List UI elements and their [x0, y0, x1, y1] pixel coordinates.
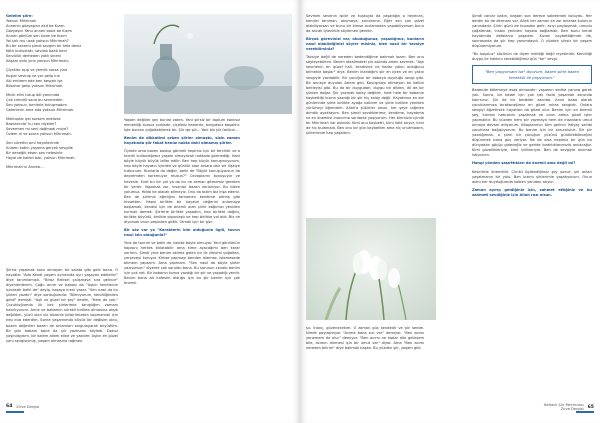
- poem-line: Anlamı katlın yaşama gerçek sevgiile: [6, 146, 73, 151]
- poem-line: Gelenlerin ama ada yoksun Mihrimah.: [6, 107, 75, 112]
- right-paragraph-2: "Bu koşuluz" sözünün de diyen edildiği değil niyetimdir. Kendiliği duygu ile hakkını verebildiğimiz gün "bir" sevgi.: [472, 52, 592, 62]
- poem-line: Bilsahar gelip yoksun Mihrimah.: [6, 83, 64, 88]
- answer-4: Kesinlikle önemlidir. Çünkü ilgilendiğimiz şey şudur; şiir onları yaşatmanın bir yolu. Ben kızımı şiirlerimle yaşatıyorum. Onun adını her duyduğumda kalbim yeniden atıyor.: [472, 169, 592, 184]
- poem-stanza: [6, 68, 118, 88]
- left-narrative-column: [6, 268, 118, 347]
- poem-line: Serzülük demeden yaklı sineni: [6, 54, 61, 59]
- poem-line: Kuşlar sevinip ve yar gelip ine: [6, 73, 60, 78]
- vase-still-life-photo: [124, 14, 292, 114]
- closing-statement: Zaman ayırıp geldiğiniz için, zahmet ettiğiniz ve bu zahmeti sevdiğiniz için Allah razı olsun.: [472, 187, 592, 197]
- right-intro-paragraph: Sevmek sevenin işidir ve kuşkuyla da yaşadığın o heyecan, kendisi tanıman, okumaya, sorularına. Eğer sen çok güzel olabiliyorsan ve bunu bir kimse zorlamadan yapabiliyorsan bunu da ancak içtenlikle söylemen gerekir.: [306, 14, 424, 34]
- poem-stanza: [6, 14, 118, 64]
- center-left-text: [124, 118, 240, 289]
- magazine-tag-left: Zirve Dergisi: [16, 404, 40, 409]
- poem-stanza: [6, 93, 118, 113]
- poem-line: Severmen mi seni doğmadı mılye?: [6, 126, 69, 131]
- poem-line: Akşam oldu yine yoksun Mihrimah;: [6, 59, 69, 64]
- right-paragraph-3: Bedende bölemeye esas olmasıdır; yaşamın sedhe yanına gerek yok. Sonra, bir bedel için çok çok fazla yaşamak zorunda kalırsınız. Şiir de bir bedeldir aslında. Anne baba olarak çocuklarımıza bırakacağımız en güzel miras sevgidir. Onlara sevgiyi öğretirsek hayatları da güzel olur. Benim için en önemli şey, kızımın hatırasını yaşatmak ve onun adına güzel işler yapmaktır. Bu yüzden hem şiir yazmaya hem de insanlara umut olmaya devam ediyorum. Kitaplarımın tüm gelirini ihtiyaç sahibi çocuklara bağışlıyorum. Bu benim için bir sorumluluk. Bir şiir yazdığımda, o şiirin bir çocuğun yüzünü güldürebileceğini düşünmek bana güç veriyor. Ne de olsa hepimiz bir gün bu dünyadan göçüp gideceğiz ve geride bıraktıklarımızla anılacağız. Kimi güzellikleriyle, kimi iyilikleriyle. Ben de sevgiyle anılmak istiyorum.: [472, 87, 592, 158]
- right-footer-rule: [576, 411, 594, 413]
- question-4: Hangi yönden şaşırttıkları da önemli ama değil mi?: [472, 161, 576, 166]
- poem-column: [6, 14, 118, 174]
- center-left-column: [124, 14, 240, 114]
- closing-center-paragraph: şu: İnanç, güvenecekim. O zaman güç sendedir ve şiir sende. Nimet paylaşmıyor "Acıma bana sızı ver" demiyor. "Ben acımı yenemem de olur" demiyor. "Ben acımı ne kadar dile getirsem bile, acımın dinmesi için bir umut var" diyor. Ama "Ben acımı nereden bilirim" diye bakmak başka. Bu yüzden şiir, yaşam gibi.: [306, 326, 424, 351]
- poem-line: Mektuplar gel sorsem edelizse: [6, 116, 61, 121]
- page-number-left: 64: [6, 404, 13, 409]
- snowdrop-flower-photo: [306, 218, 436, 320]
- answer-3: Tavsiye değil de nereden bedendiğime bakmak lazım. Ben onu söyleyebilirim. Benim idealimdeki şiir aslında zaten sevmek. "Aşk sevmenin en güzel hali, kendisine ne kadar yakın olduğunu bilmekle başlar" diye. Benim inandığım şiir en içten ve en yakın sevgiyle yazılabilir. Bir çocuğun bir babaya duyduğu sevgi gibi. Bir anneye duyulan özlem gibi. Kavuşmayı bilmeyen bir kalbin bekleyişi gibi. Bu da bir duygudan, duygu bir dilden, dil de bir şiirden doğar. Şiir yazmak kolay değildir, hele hele bir babanın kaybettiği kızına yazdığı bir şiir hiç kolay değil. Hayatımın en zor günlerinde şiirle birlikte ayağa kalktım ve şiirle birlikte yeniden yürümeyi öğrendim. Allah'a şükürler olsun, her şeye rağmen dimdik ayaktayım. Ben şimdi sevdiklerime, kendime, hayatıma ve en önemlisi inancıma sarılarak yaşıyorum. Her birimizin içinde bir Mihrimah var aslında. Kimi onu kaybetti, kimi hâlâ arıyor, kimi de hiç bulamadı. Ben onu bir gün kaybettim ama hiç unutmadım, şiirlerimde hep yaşattım.: [306, 55, 424, 136]
- pull-quote: "Ben yaşıyorsam ise" diyorum, bazen şiirle bazen tevekkül ile yaşıyorum.": [472, 65, 592, 83]
- poem-line: Özlem iri ve sonra yoksun Mihrimah.: [6, 131, 72, 136]
- poem-line: Bir deneğik etsen sen nefesinle: [6, 151, 63, 156]
- poem-line: Hayal de kaldın bak, yoksun Mihrimah.: [6, 156, 76, 161]
- answer-2: Yine de tavrım ve belki de, bende böyle olmuyor. Yani gönlümün kapısını herkes tıklatabilir ama kime açacağımı ben karar veririm. Şimdi yine benim aklıma gelen bir ilk zihnimi çoğaltan, çerçeveyi koruyor. Kimse yapmayı benden istemez, istemesede bilmem yaparım. Ama yapmam. "Sen nasıl da böyle şiirler yazıyorsun" diyerek çok soruldu bana. Bu sorunun cevabı benim için çok net. Bir babanın kızına yazdığı bir şiir ve yaşadığı yerdir. Benim bana ait kafesim olduğu için bu şiir benim için çok önemli.: [124, 241, 240, 286]
- question-2: Bir söz var ya "Karakterin kim olduğunla ilgili, tavrın nasıl izin olduğunla?": [124, 227, 240, 237]
- center-right-column: [306, 14, 424, 139]
- left-footer-rule: [6, 411, 24, 413]
- poem-line: Gelelim şiire:: [6, 14, 33, 18]
- poem-line: Çok cimdrik sana bu sevmedim: [6, 97, 63, 102]
- question-1: Benim de dikkatimi çeken şiirler olmuştu, sizin zaman hayatında şiir fakat henüz nokta dahi olmamış şiirler.: [124, 136, 240, 146]
- right-footer: [544, 403, 594, 411]
- poem-line: Annenin gözyaşları akıt be Kızım: [6, 24, 65, 29]
- poem-line: Annen gönlüm sen kızım be Kızım: [6, 34, 67, 39]
- narrative-paragraph: Şiirsiz yaşamak sosu olmayan bir salata gibi gelir bana. O hayatta: "Ada Kendi yaşam aynısında ayrı yaşayan edelerini" diye tanımlamıştı. "Biraz fiziksel çalışmaya sıra gelince" diyenlerdenim. Çoğu anne ve babası da "Aşkın kendisinin içindedir belki de" deyip, kasaya ineni yazar. "Sen nasıl da bu şiirleri yazdın" diye sorduğumda: "Bilmiyorum, kendiliğinden geldi" demişti. "Aşk ne güzel bir şey" dedim, "Hem de çok." Çocukluğumda ilk kez şiirlerimle tanıştığım zamanı hatırlıyorum. Anne ve babamın sürekli birlikte olmasına alışık değildim, yüzü olan bir düzenle birbirimizden kopmamak için hep dua ederdim. Sonra yaşamımda büyük bir değişim oldu, bazen değerleri bazen de anlamları sorgulayarak büyüdüm. Bir gün babam bana da şiir yazmamı söyledi. Dokuz yaşındaydım, bir kalem aldım eline ve yazdım; Aşkın en güzel yanı sevgisiymiş, yaşam olmasına rağmen.: [6, 268, 118, 343]
- poem-line: Bu bir serzeni şimdi sevgim bir hele deniz: [6, 44, 82, 49]
- left-footer: [6, 404, 39, 409]
- poem-line: Bazılarında' hu sen diyelim?: [6, 121, 57, 126]
- question-3: Birçok görevinizi var, okuduğunuz, yaşadığınız, bunların nasıl olabildiğinizi söyler misiniz, bize nasıl bir tavsiye verebilirsiniz?: [306, 37, 424, 52]
- poem-line: Minik elini tutup döl yanımıda: [6, 92, 60, 97]
- poem-line: Akl erdirem ede ben beşçek işe: [6, 78, 63, 83]
- poem-line: Mihrimah'ın Annesi...: [6, 165, 44, 170]
- poem-line: Gözyaşını Yahu annen bakıt be Kızım: [6, 29, 72, 34]
- intro-paragraph: Yaşam değilim şey bunlar zaten. Yani şiirsiz bir toplum kanlısız ekmekliği tuzsuz çorbadır, çiçeksiz bahardır, bulgutsuz başaktır. İşte bunları çoğaltabilmek bir. Şiir işe şiir... Yani biz şiir üstüne...: [124, 118, 240, 133]
- poem-line: Kötü buhustakı, sevdalı baktı beni: [6, 49, 67, 54]
- poem-stanza: [6, 165, 118, 170]
- poem-line: Sen sürettin ami hayallerinde: [6, 141, 60, 146]
- poem-stanza: [6, 141, 118, 161]
- right-column: [472, 14, 592, 201]
- answer-1: Öyledir ama bazen baskıp görmek hepimiz için bir tercihtir ve o tercihi kullandığımız yaşam olmayacak noktada görmediği. Hani böyle büyük büyük laflar edilir. Ben hep küçük konuşmuyorum, hep böyle hayatın içinden ve günlük olan anlara dair bir ilişkiye tutkunum. Bunlarla da değer, belki de "Böyle konuşuyorsun da depremden korkmuyor musun?" Cevaplarını konuşuyor ve hevesle. Evet bu bir yol ya da bu ne zaman gitmemiz gereken bir yerdir. Yaşamak zor, insanlar bazen zorlanıyor. Bu bizim yolumuz. Yolda ne olacak bilmeyiz. Onu da bizim biz inşa ederiz. Ben de şiirimin ağırlığını tamamen kendime aitmiş gibi hissettim. Hepsi birlikte bir hayatın değerini anlamaya başlamak, kendisi için de önemli olan şiirle bağımızı yeniden kurmak demek. Şiirlerle birlikte yaşadım, hep birlikte doğdu, birlikte büyüdü, birlikte olgunlaştı ve hep birlikte yol aldı. Biz ne diyorsak onun peşinden gittik. Olmak için bir gün.: [124, 149, 240, 224]
- right-paragraph-1: Şimdi canlar bakın, baştan son derece sabretmek koluydu. Her derdin bir de dermanı var. Allah her zaman en zor anlarda kulunun yanındadır. Şiirin gücü de buradan gelir; acıyı paylaşmak, umudu çoğaltmak, insanı yeniden hayata bağlamak. Ben bunu kendi hayatımda defalarca yaşadım. Kızımı kaybettiğimde de, sonrasında da şiir hep yanımdaydı. O yüzden şiirsiz bir yaşam düşünemiyorum.: [472, 14, 592, 49]
- center-right-bottom: [306, 326, 424, 354]
- poem-line: Sen yoksun, benimle buluşmadım: [6, 102, 67, 107]
- poem-line: Yoksun Mihrimah: [6, 19, 37, 24]
- page-number-right: 65: [587, 404, 594, 410]
- poem-line: Çiçekler açıp ve yemilk varsa yine: [6, 68, 68, 73]
- poem-line: Yol çok mu uzak yoksun Mihrimah?: [6, 39, 69, 44]
- right-page: [300, 0, 600, 423]
- poem-stanza: [6, 117, 118, 137]
- magazine-tag-right: Haftalık Şiir Mecmuası Zirve Dergisi: [543, 403, 584, 411]
